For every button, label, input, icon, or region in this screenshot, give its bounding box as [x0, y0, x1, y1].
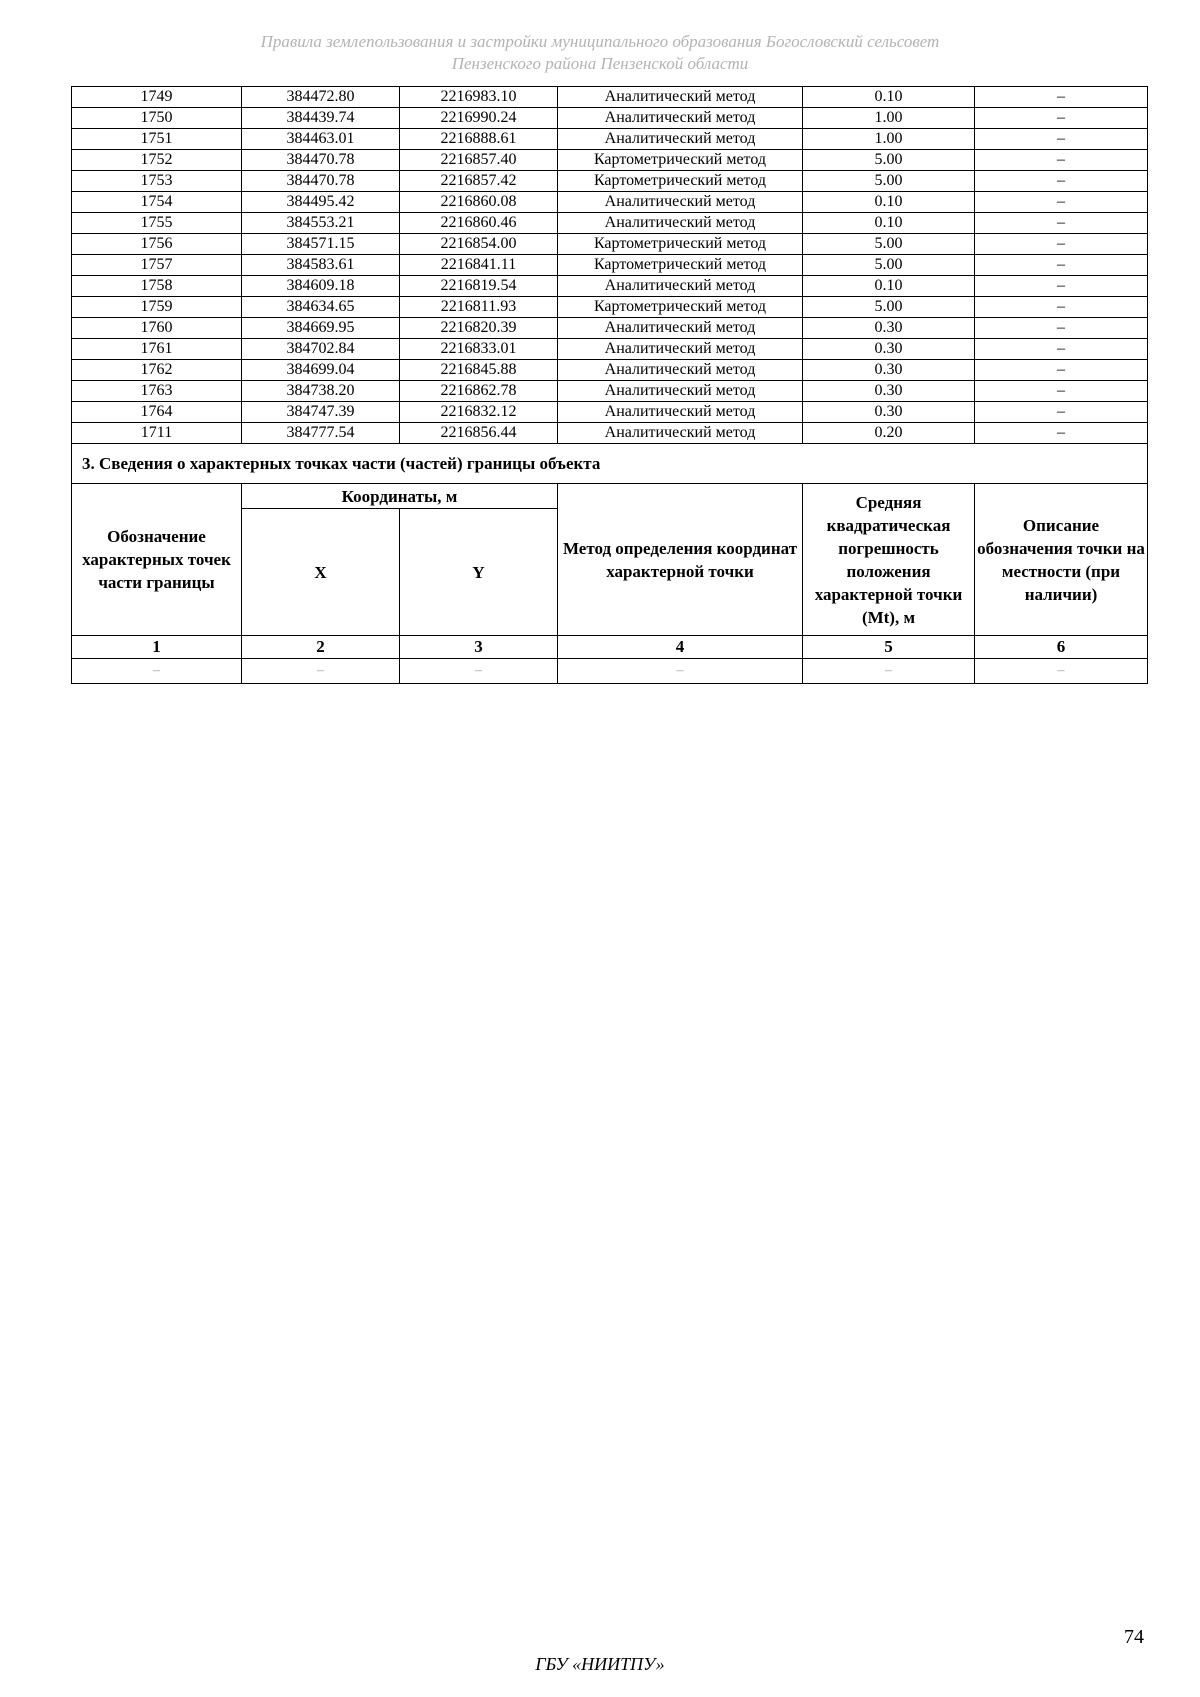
table-cell: Аналитический метод: [558, 108, 803, 129]
empty-cell: –: [242, 659, 400, 684]
table-cell: 1749: [72, 87, 242, 108]
table-row: [72, 150, 1148, 171]
table-cell: Картометрический метод: [558, 150, 803, 171]
empty-cell: –: [400, 659, 558, 684]
column-numbers-row: [72, 636, 1148, 659]
table-cell: 0.30: [803, 381, 975, 402]
document-footer: ГБУ «НИИТПУ»: [535, 1654, 665, 1674]
table-cell: 2216832.12: [400, 402, 558, 423]
table-cell: 1750: [72, 108, 242, 129]
table-cell: 384669.95: [242, 318, 400, 339]
table-row: [72, 213, 1148, 234]
table-cell: 384439.74: [242, 108, 400, 129]
table-cell: 1757: [72, 255, 242, 276]
table-cell: –: [975, 360, 1148, 381]
table-cell: Аналитический метод: [558, 276, 803, 297]
column-number: 3: [400, 636, 558, 659]
table-row: [72, 339, 1148, 360]
header-coordinates: Координаты, м: [242, 484, 558, 509]
table-cell: 5.00: [803, 255, 975, 276]
table-cell: 0.30: [803, 360, 975, 381]
table-cell: –: [975, 129, 1148, 150]
table-cell: 384571.15: [242, 234, 400, 255]
table-cell: –: [975, 150, 1148, 171]
header-y: Y: [400, 509, 558, 636]
table-row: [72, 87, 1148, 108]
table-cell: 384470.78: [242, 171, 400, 192]
table-cell: 384463.01: [242, 129, 400, 150]
table-cell: 384699.04: [242, 360, 400, 381]
table-cell: 2216857.42: [400, 171, 558, 192]
table-cell: 2216862.78: [400, 381, 558, 402]
table-cell: 1711: [72, 423, 242, 444]
section-3-block: [72, 444, 1148, 684]
table-cell: –: [975, 381, 1148, 402]
table-cell: 2216990.24: [400, 108, 558, 129]
table-cell: 1.00: [803, 129, 975, 150]
table-cell: 0.10: [803, 87, 975, 108]
table-cell: Аналитический метод: [558, 360, 803, 381]
empty-cell: –: [975, 659, 1148, 684]
table-cell: Картометрический метод: [558, 297, 803, 318]
table-cell: 5.00: [803, 150, 975, 171]
table-cell: 1758: [72, 276, 242, 297]
table-cell: 1754: [72, 192, 242, 213]
table-cell: 384609.18: [242, 276, 400, 297]
table-cell: –: [975, 171, 1148, 192]
table-cell: Картометрический метод: [558, 255, 803, 276]
table-row: [72, 171, 1148, 192]
table-cell: Аналитический метод: [558, 402, 803, 423]
empty-cell: –: [803, 659, 975, 684]
page-number: 74: [1124, 1626, 1144, 1648]
table-cell: 384495.42: [242, 192, 400, 213]
table-cell: 1753: [72, 171, 242, 192]
table-cell: –: [975, 318, 1148, 339]
header-error: Средняя квадратическая погрешность положения характерной точки (Mt), м: [803, 484, 975, 636]
table-row: [72, 381, 1148, 402]
table-cell: 5.00: [803, 297, 975, 318]
table-cell: Аналитический метод: [558, 213, 803, 234]
table-cell: 2216819.54: [400, 276, 558, 297]
header-point-designation: Обозначение характерных точек части границы: [72, 484, 242, 636]
table-cell: Аналитический метод: [558, 339, 803, 360]
table-cell: 384747.39: [242, 402, 400, 423]
table-cell: 5.00: [803, 171, 975, 192]
table-cell: 2216811.93: [400, 297, 558, 318]
table-cell: 0.10: [803, 213, 975, 234]
header-x: X: [242, 509, 400, 636]
table-cell: –: [975, 402, 1148, 423]
table-row: [72, 108, 1148, 129]
table-cell: 0.30: [803, 402, 975, 423]
table-cell: –: [975, 192, 1148, 213]
table-cell: Аналитический метод: [558, 87, 803, 108]
table-cell: 384777.54: [242, 423, 400, 444]
table-cell: –: [975, 87, 1148, 108]
table-row: [72, 129, 1148, 150]
table-cell: 2216854.00: [400, 234, 558, 255]
table-cell: 1761: [72, 339, 242, 360]
table-cell: 2216856.44: [400, 423, 558, 444]
table-row: [72, 318, 1148, 339]
table-cell: 384702.84: [242, 339, 400, 360]
table-row: [72, 360, 1148, 381]
header-description: Описание обозначения точки на местности (при наличии): [975, 484, 1148, 636]
table-cell: Аналитический метод: [558, 129, 803, 150]
table-cell: 384470.78: [242, 150, 400, 171]
table-cell: Аналитический метод: [558, 423, 803, 444]
table-cell: 1756: [72, 234, 242, 255]
table-cell: 1760: [72, 318, 242, 339]
table-cell: Картометрический метод: [558, 234, 803, 255]
table-cell: 384634.65: [242, 297, 400, 318]
column-number: 5: [803, 636, 975, 659]
table-cell: 2216833.01: [400, 339, 558, 360]
table-cell: 384583.61: [242, 255, 400, 276]
document-header-line-1: Правила землепользования и застройки муниципального образования Богословский сельсовет: [260, 32, 940, 51]
table-cell: 1763: [72, 381, 242, 402]
table-cell: 384472.80: [242, 87, 400, 108]
table-cell: 2216857.40: [400, 150, 558, 171]
column-number: 1: [72, 636, 242, 659]
table-cell: 0.30: [803, 339, 975, 360]
table-cell: Аналитический метод: [558, 192, 803, 213]
header-method: Метод определения координат характерной точки: [558, 484, 803, 636]
table-cell: 1.00: [803, 108, 975, 129]
table-cell: 1759: [72, 297, 242, 318]
table-cell: 384553.21: [242, 213, 400, 234]
table-cell: 0.30: [803, 318, 975, 339]
table-cell: –: [975, 297, 1148, 318]
table-cell: 0.20: [803, 423, 975, 444]
table-row: [72, 276, 1148, 297]
table-cell: Аналитический метод: [558, 318, 803, 339]
column-number: 6: [975, 636, 1148, 659]
column-number: 4: [558, 636, 803, 659]
table-cell: 2216841.11: [400, 255, 558, 276]
points-table-body: [72, 87, 1148, 444]
table-row: [72, 192, 1148, 213]
table-row: [72, 297, 1148, 318]
column-number: 2: [242, 636, 400, 659]
table-row: [72, 402, 1148, 423]
table-cell: 2216845.88: [400, 360, 558, 381]
table-cell: –: [975, 255, 1148, 276]
coordinates-table: [71, 86, 1148, 684]
empty-cell: –: [72, 659, 242, 684]
table-cell: Аналитический метод: [558, 381, 803, 402]
table-cell: 1752: [72, 150, 242, 171]
table-cell: –: [975, 234, 1148, 255]
section-3-title: 3. Сведения о характерных точках части (частей) границы объекта: [72, 444, 1148, 484]
table-row: [72, 255, 1148, 276]
table-cell: –: [975, 276, 1148, 297]
table-cell: –: [975, 108, 1148, 129]
table-cell: 1764: [72, 402, 242, 423]
table-row: [72, 234, 1148, 255]
table-cell: 1751: [72, 129, 242, 150]
table-cell: –: [975, 339, 1148, 360]
table-cell: 0.10: [803, 276, 975, 297]
table-cell: 1755: [72, 213, 242, 234]
table-cell: –: [975, 423, 1148, 444]
empty-cell: –: [558, 659, 803, 684]
table-cell: 5.00: [803, 234, 975, 255]
table-cell: 2216888.61: [400, 129, 558, 150]
table-cell: 1762: [72, 360, 242, 381]
table-cell: 2216820.39: [400, 318, 558, 339]
table-cell: Картометрический метод: [558, 171, 803, 192]
table-cell: 0.10: [803, 192, 975, 213]
document-header-line-2: Пензенского района Пензенской области: [451, 54, 749, 73]
table-cell: 2216860.46: [400, 213, 558, 234]
table-cell: 2216860.08: [400, 192, 558, 213]
table-cell: 384738.20: [242, 381, 400, 402]
table-cell: –: [975, 213, 1148, 234]
empty-data-row: [72, 659, 1148, 684]
table-cell: 2216983.10: [400, 87, 558, 108]
table-row: [72, 423, 1148, 444]
